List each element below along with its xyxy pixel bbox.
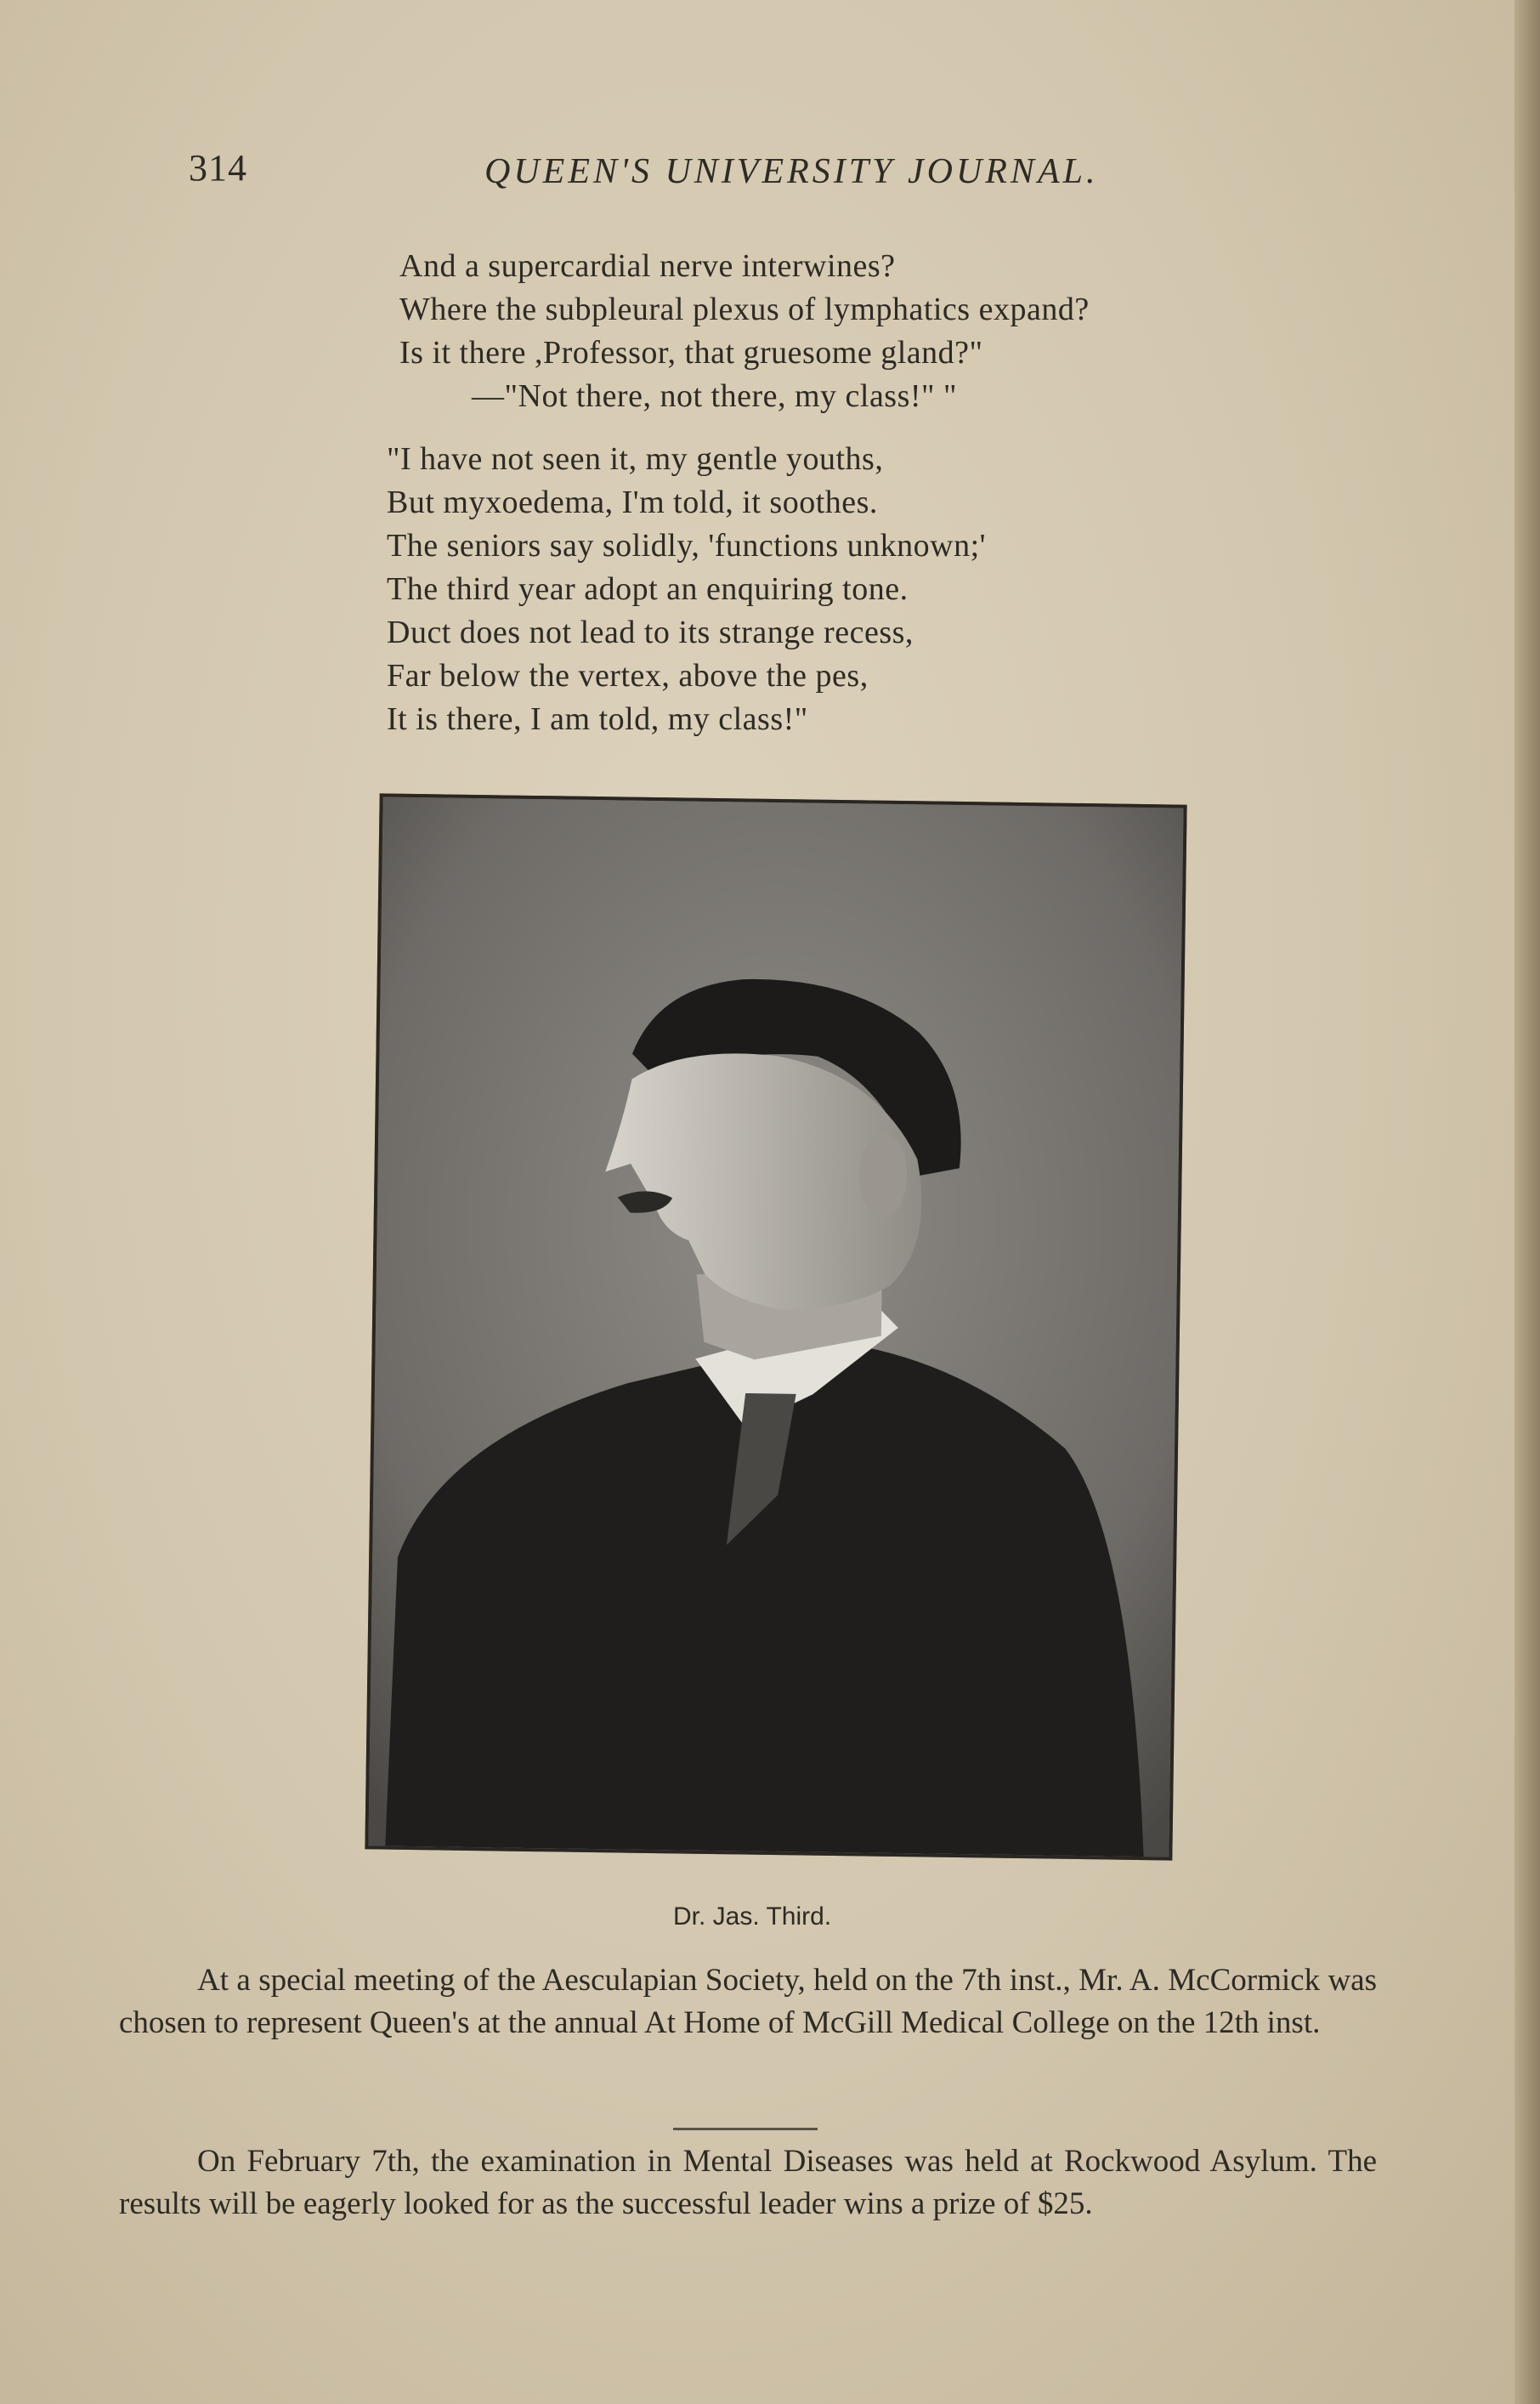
figure-caption: Dr. Jas. Third. bbox=[673, 1902, 832, 1931]
page-number: 314 bbox=[189, 147, 247, 189]
poem-line: Duct does not lead to its strange recess, bbox=[387, 615, 914, 650]
poem-line: "I have not seen it, my gentle youths, bbox=[387, 441, 884, 477]
poem-line: But myxoedema, I'm told, it soothes. bbox=[387, 485, 878, 520]
poem-line: And a supercardial nerve interwines? bbox=[399, 248, 896, 284]
portrait-photo bbox=[365, 793, 1186, 1860]
poem-stanza-1 bbox=[399, 245, 1090, 418]
paragraph-text: On February 7th, the examination in Mental Diseases was held at Rockwood Asylum. The results will be eagerly looked for as the successful leader wins a prize of $25. bbox=[119, 2144, 1377, 2221]
poem-line: Is it there ,Professor, that gruesome gland?" bbox=[399, 335, 983, 371]
poem-line: Where the subpleural plexus of lymphatics expand? bbox=[399, 292, 1090, 327]
poem-line: It is there, I am told, my class!" bbox=[387, 701, 808, 737]
poem-line: Far below the vertex, above the pes, bbox=[387, 658, 869, 694]
news-paragraph bbox=[119, 1959, 1377, 2044]
poem-line: The seniors say solidly, 'functions unknown;' bbox=[387, 528, 986, 564]
news-paragraph bbox=[119, 2140, 1377, 2225]
paragraph-text: At a special meeting of the Aesculapian Society, held on the 7th inst., Mr. A. McCormick was chosen to represent Queen's at the annual At Home of McGill Medical College on the 12th inst. bbox=[119, 1963, 1377, 2040]
portrait-image bbox=[368, 797, 1183, 1857]
poem-line: —"Not there, not there, my class!" " bbox=[472, 378, 958, 414]
section-divider bbox=[673, 2128, 818, 2130]
book-gutter bbox=[1515, 0, 1540, 2404]
poem-line: The third year adopt an enquiring tone. bbox=[387, 571, 909, 607]
running-head: QUEEN'S UNIVERSITY JOURNAL. bbox=[484, 152, 1099, 191]
poem-stanza-2 bbox=[387, 438, 986, 741]
